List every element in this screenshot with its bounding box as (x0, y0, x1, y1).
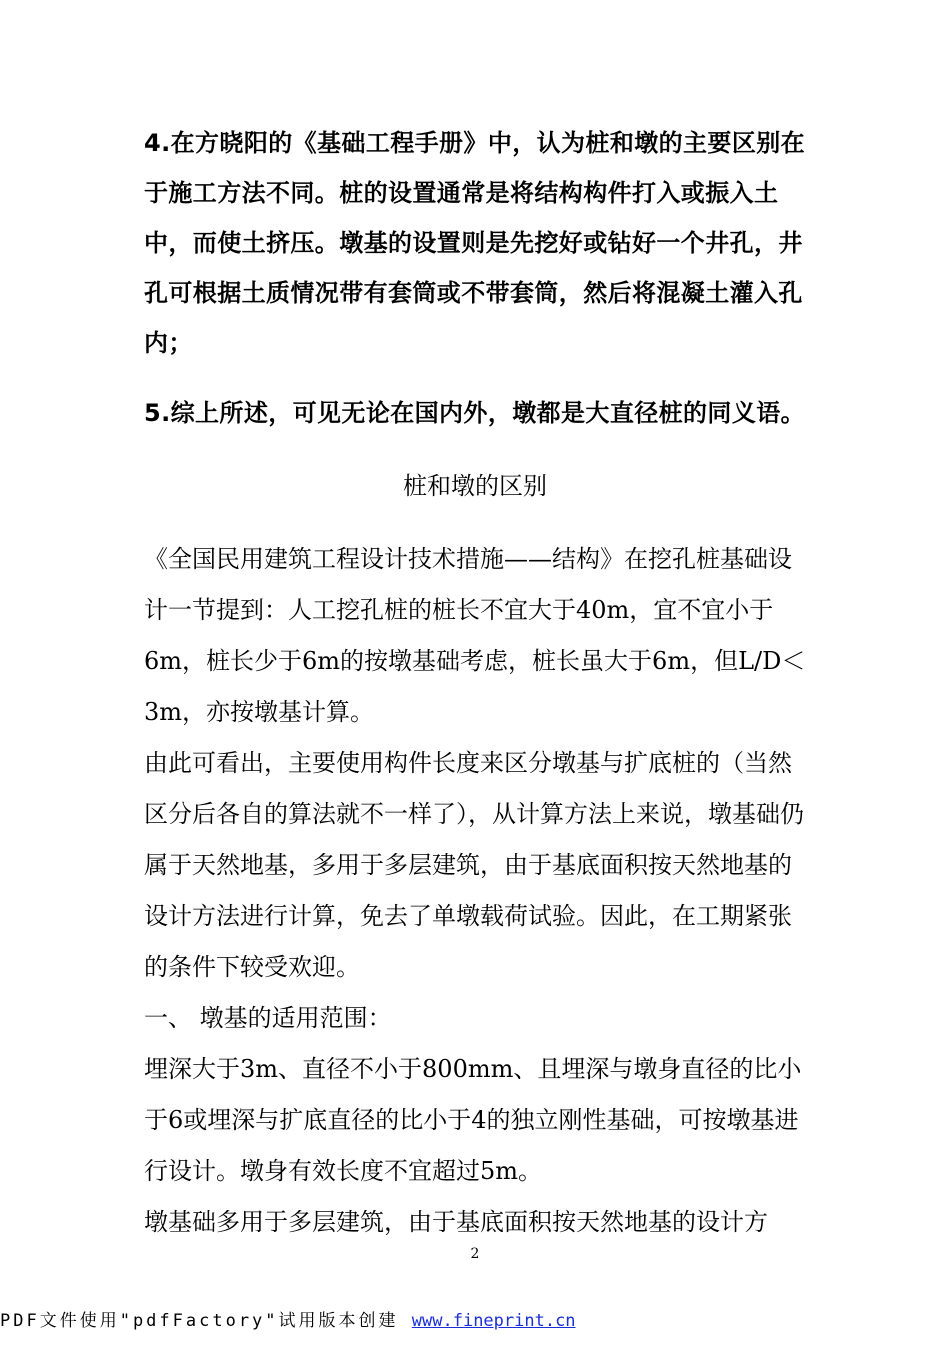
body-paragraph-3: 埋深大于3m、直径不小于800mm、且埋深与墩身直径的比小于6或埋深与扩底直径的比小于4的独立刚性基础，可按墩基进行设计。墩身有效长度不宜超过5m。 (144, 1055, 802, 1185)
pdf-footer (0, 1306, 950, 1331)
body-paragraph-2: 由此可看出，主要使用构件长度来区分墩基与扩底桩的（当然区分后各自的算法就不一样了），从计算方法上来说，墩基础仍属于天然地基，多用于多层建筑，由于基底面积按天然地基的设计方法进行计算，免去了单墩载荷试验。因此，在工期紧张的条件下较受欢迎。 (144, 749, 804, 981)
body-paragraph-1: 《全国民用建筑工程设计技术措施——结构》在挖孔桩基础设计一节提到：人工挖孔桩的桩长不宜大于40m，宜不宜小于6m，桩长少于6m的按墩基础考虑，桩长虽大于6m，但L/D＜3m，亦按墩基计算。 (144, 545, 806, 726)
paragraph-5: 5.综上所述，可见无论在国内外，墩都是大直径桩的同义语。 (144, 399, 806, 427)
footer-text: PDF文件使用"pdfFactory"试用版本创建 (0, 1311, 399, 1331)
footer-link[interactable]: www.fineprint.cn (411, 1311, 576, 1331)
body-paragraph-4: 墩基础多用于多层建筑，由于基底面积按天然地基的设计方 (144, 1208, 768, 1236)
paragraph-4: 4.在方晓阳的《基础工程手册》中，认为桩和墩的主要区别在于施工方法不同。桩的设置通常是将结构构件打入或振入土中，而使土挤压。墩基的设置则是先挖好或钻好一个井孔，井孔可根据土质情况带有套筒或不带套筒，然后将混凝土灌入孔内； (144, 129, 806, 357)
section-title: 桩和墩的区别 (403, 472, 547, 500)
body-heading-scope: 一、 墩基的适用范围： (144, 1004, 392, 1032)
page-number: 2 (470, 1246, 480, 1262)
body-text (144, 534, 814, 1248)
